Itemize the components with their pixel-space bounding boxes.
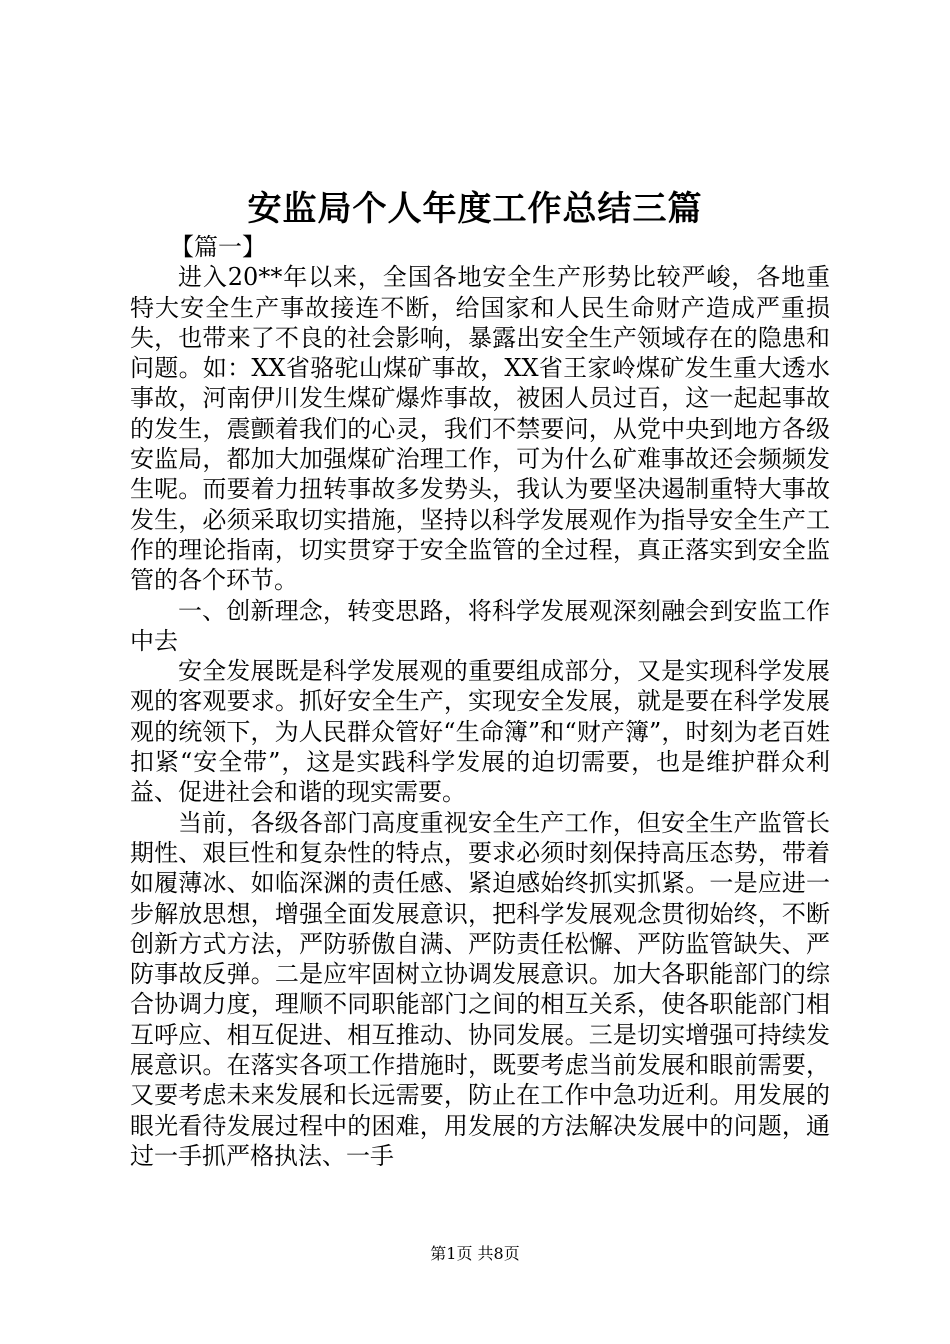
section-heading: 【篇一】 [170,233,266,261]
paragraph-intro: 进入20**年以来，全国各地安全生产形势比较严峻，各地重特大安全生产事故接连不断，给国家和人民生命财产造成严重损失，也带来了不良的社会影响，暴露出安全生产领域存在的隐患和问题。如：XX省骆驼山煤矿事故，XX省王家岭煤矿发生重大透水事故，河南伊川发生煤矿爆炸事故，被困人员过百，这一起起事故的发生，震颤着我们的心灵，我们不禁要问，从党中央到地方各级安监局，都加大加强煤矿治理工作，可为什么矿难事故还会频频发生呢。而要着力扭转事故多发势头，我认为要坚决遏制重特大事故发生，必须采取切实措施，坚持以科学发展观作为指导安全生产工作的理论指南，切实贯穿于安全监管的全过程，真正落实到安全监管的各个环节。 [130,263,830,595]
paragraph-current-situation: 当前，各级各部门高度重视安全生产工作，但安全生产监管长期性、艰巨性和复杂性的特点，要求必须时刻保持高压态势，带着如履薄冰、如临深渊的责任感、紧迫感始终抓实抓紧。一是应进一步解放思想，增强全面发展意识，把科学发展观念贯彻始终，不断创新方式方法，严防骄傲自满、严防责任松懈、严防监管缺失、严防事故反弹。二是应牢固树立协调发展意识。加大各职能部门的综合协调力度，理顺不同职能部门之间的相互关系，使各职能部门相互呼应、相互促进、相互推动、协同发展。三是切实增强可持续发展意识。在落实各项工作措施时，既要考虑当前发展和眼前需要，又要考虑未来发展和长远需要，防止在工作中急功近利。用发展的眼光看待发展过程中的困难，用发展的方法解决发展中的问题，通过一手抓严格执法、一手 [130,808,830,1170]
document-body [130,232,830,1171]
paragraph-safety-development: 安全发展既是科学发展观的重要组成部分，又是实现科学发展观的客观要求。抓好安全生产，实现安全发展，就是要在科学发展观的统领下，为人民群众管好“生命簿”和“财产簿”，时刻为老百姓扣紧“安全带”，这是实践科学发展的迫切需要，也是维护群众利益、促进社会和谐的现实需要。 [130,657,830,807]
document-title: 安监局个人年度工作总结三篇 [247,189,703,229]
paragraph-heading-one: 一、创新理念，转变思路，将科学发展观深刻融会到安监工作中去 [130,596,830,655]
page-number-footer: 第1页 共8页 [430,1244,520,1263]
